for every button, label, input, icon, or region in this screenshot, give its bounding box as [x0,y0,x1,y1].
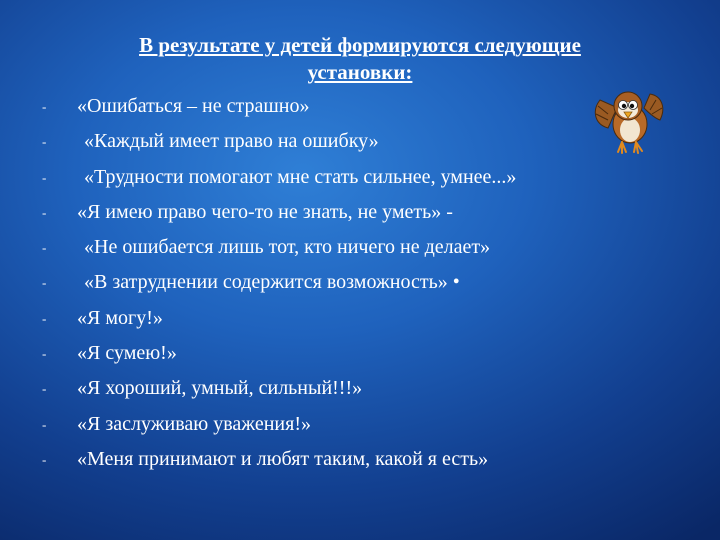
list-item [42,94,642,129]
list-item [42,412,642,447]
bullet-dash: - [42,204,47,220]
list-item-text: «Трудности помогают мне стать сильнее, умнее...» [84,165,517,188]
list-item-text: «Не ошибается лишь тот, кто ничего не делает» [84,236,491,259]
bullet-dash: - [42,169,47,185]
bullet-dash: - [42,451,47,467]
bullet-dash: - [42,134,47,150]
list-item-text: «Меня принимают и любят таким, какой я есть» [77,447,489,470]
list-item-text: «Каждый имеет право на ошибку» [84,130,379,153]
list-item [42,129,642,164]
list-item-text: «Я заслуживаю уважения!» [77,412,311,435]
list-item [42,376,642,411]
bullet-dash: - [42,240,47,256]
bullet-dash: - [42,416,47,432]
list-item [42,270,642,305]
list-item [42,200,642,235]
bullet-dash: - [42,275,47,291]
list-item-text: «Я сумею!» [77,342,177,365]
bullet-dash: - [42,346,47,362]
list-item [42,447,642,482]
list-item [42,306,642,341]
bullet-dash: - [42,310,47,326]
list-item-text: «Я имею право чего-то не знать, не уметь» - [77,200,453,223]
list-item-text: «Ошибаться – не страшно» [77,95,310,117]
list-item-text: «В затруднении содержится возможность» • [84,271,460,294]
bullet-list [42,94,642,482]
list-item [42,235,642,270]
bullet-dash: - [42,381,47,397]
list-item [42,341,642,376]
list-item-text: «Я хороший, умный, сильный!!!» [77,377,363,400]
list-item [42,165,642,200]
list-item-text: «Я могу!» [77,306,163,329]
cartoon-sparrow-icon [588,80,668,160]
bullet-dash: - [42,99,47,114]
slide-title: В результате у детей формируются следующие установки: [139,33,581,84]
